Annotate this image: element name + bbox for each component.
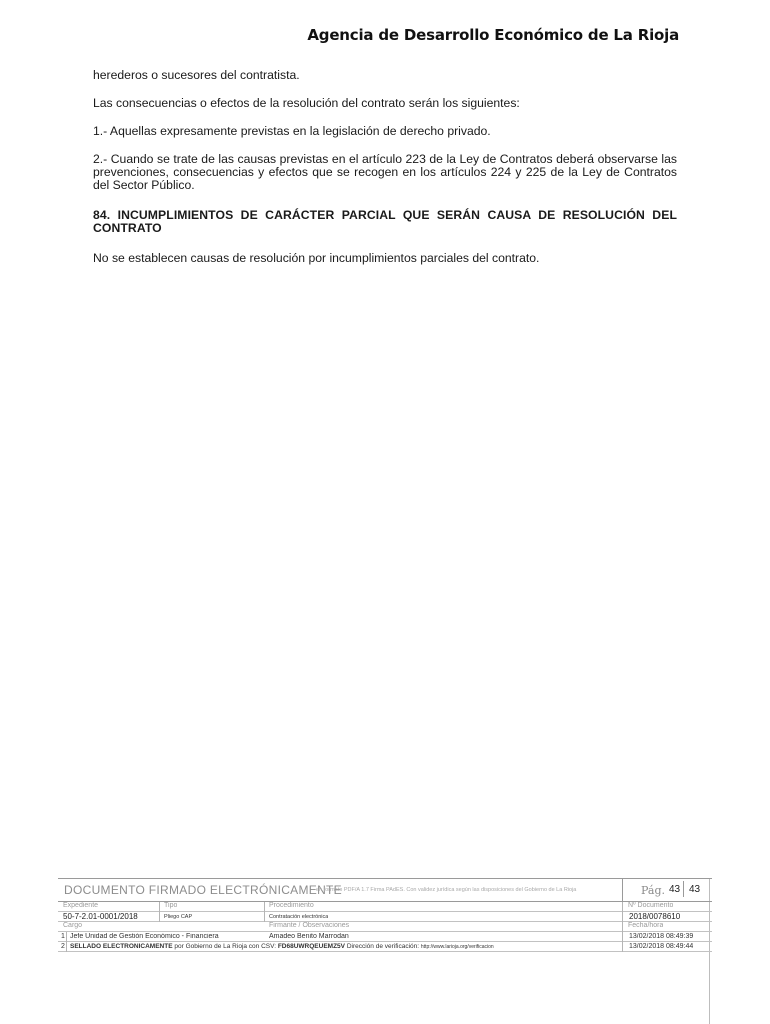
signer-2-num: 2 [61, 943, 65, 950]
signature-block [58, 878, 712, 958]
agency-header: Agencia de Desarrollo Económico de La Rioja [307, 26, 679, 44]
signer-1-num: 1 [61, 933, 65, 940]
label-firmante: Firmante / Observaciones [269, 922, 350, 929]
label-procedimiento: Procedimiento [269, 902, 314, 909]
grid-separator-procedimiento [264, 902, 265, 922]
page-separator [683, 881, 684, 897]
sellado-line [70, 943, 494, 952]
section-heading-84: 84. INCUMPLIMIENTOS DE CARÁCTER PARCIAL QUE SERÁN CAUSA DE RESOLUCIÓN DEL CONTRATO [93, 208, 677, 235]
paragraph-consecuencias: Las consecuencias o efectos de la resolución del contrato serán los siguientes: [93, 96, 520, 110]
grid-separator-fecha [622, 902, 623, 952]
verification-url: http://www.larioja.org/verificacion [420, 944, 494, 950]
csv-code: FD68UWRQEUEMZ5V [277, 943, 346, 950]
signer-1-fecha: 13/02/2018 08:49:39 [629, 933, 694, 940]
value-procedimiento: Contratación electrónica [269, 914, 329, 920]
paragraph-item-2: 2.- Cuando se trate de las causas previstas en el artículo 223 de la Ley de Contratos deberá observarse las prevenciones, consecuencias y efectos que se recogen en los artículos 224 y 225 de la Ley de Contratos del Sector Público. [93, 152, 677, 192]
label-cargo: Cargo [63, 922, 83, 929]
value-expediente: 50-7-2.01-0001/2018 [63, 912, 138, 921]
sellado-rest: por Gobierno de La Rioja con CSV: [172, 943, 278, 950]
paragraph-no-causas: No se establecen causas de resolución por incumplimientos parciales del contrato. [93, 251, 540, 265]
label-expediente: Expediente [63, 902, 99, 909]
signature-header [58, 878, 712, 902]
value-tipo: Pliego CAP [164, 914, 193, 920]
labels-row-1 [58, 902, 712, 912]
page-label: Pág. [641, 884, 666, 897]
paragraph-herederos: herederos o sucesores del contratista. [93, 68, 300, 82]
signer-2-fecha: 13/02/2018 08:49:44 [629, 943, 694, 950]
sellado-bold: SELLADO ELECTRÓNICAMENTE [70, 943, 173, 950]
label-fecha: Fecha/hora [628, 922, 664, 929]
signature-notice: en formato PDF/A 1.7 Firma PAdES. Con validez jurídica según las disposiciones del Gobierno de La Rioja [316, 887, 577, 893]
grid-separator-num [66, 932, 67, 952]
signer-row-1 [58, 932, 712, 942]
signature-title: DOCUMENTO FIRMADO ELECTRÓNICAMENTE [64, 883, 342, 897]
verification-label: Dirección de verificación: [345, 943, 421, 950]
label-tipo: Tipo [164, 902, 178, 909]
signer-row-2 [58, 942, 712, 952]
page-total: 43 [689, 884, 701, 895]
labels-row-2 [58, 922, 712, 932]
value-num-documento: 2018/0078610 [629, 912, 681, 921]
signer-1-firmante: Amadeo Benito Marrodan [269, 933, 349, 940]
signer-1-cargo: Jefe Unidad de Gestión Económico - Financiera [70, 933, 219, 940]
label-num-documento: Nº Documento [628, 902, 674, 909]
page-current: 43 [669, 884, 681, 895]
page-indicator [622, 879, 711, 901]
values-row-1 [58, 912, 712, 922]
grid-separator-tipo [159, 902, 160, 922]
paragraph-item-1: 1.- Aquellas expresamente previstas en la legislación de derecho privado. [93, 124, 491, 138]
